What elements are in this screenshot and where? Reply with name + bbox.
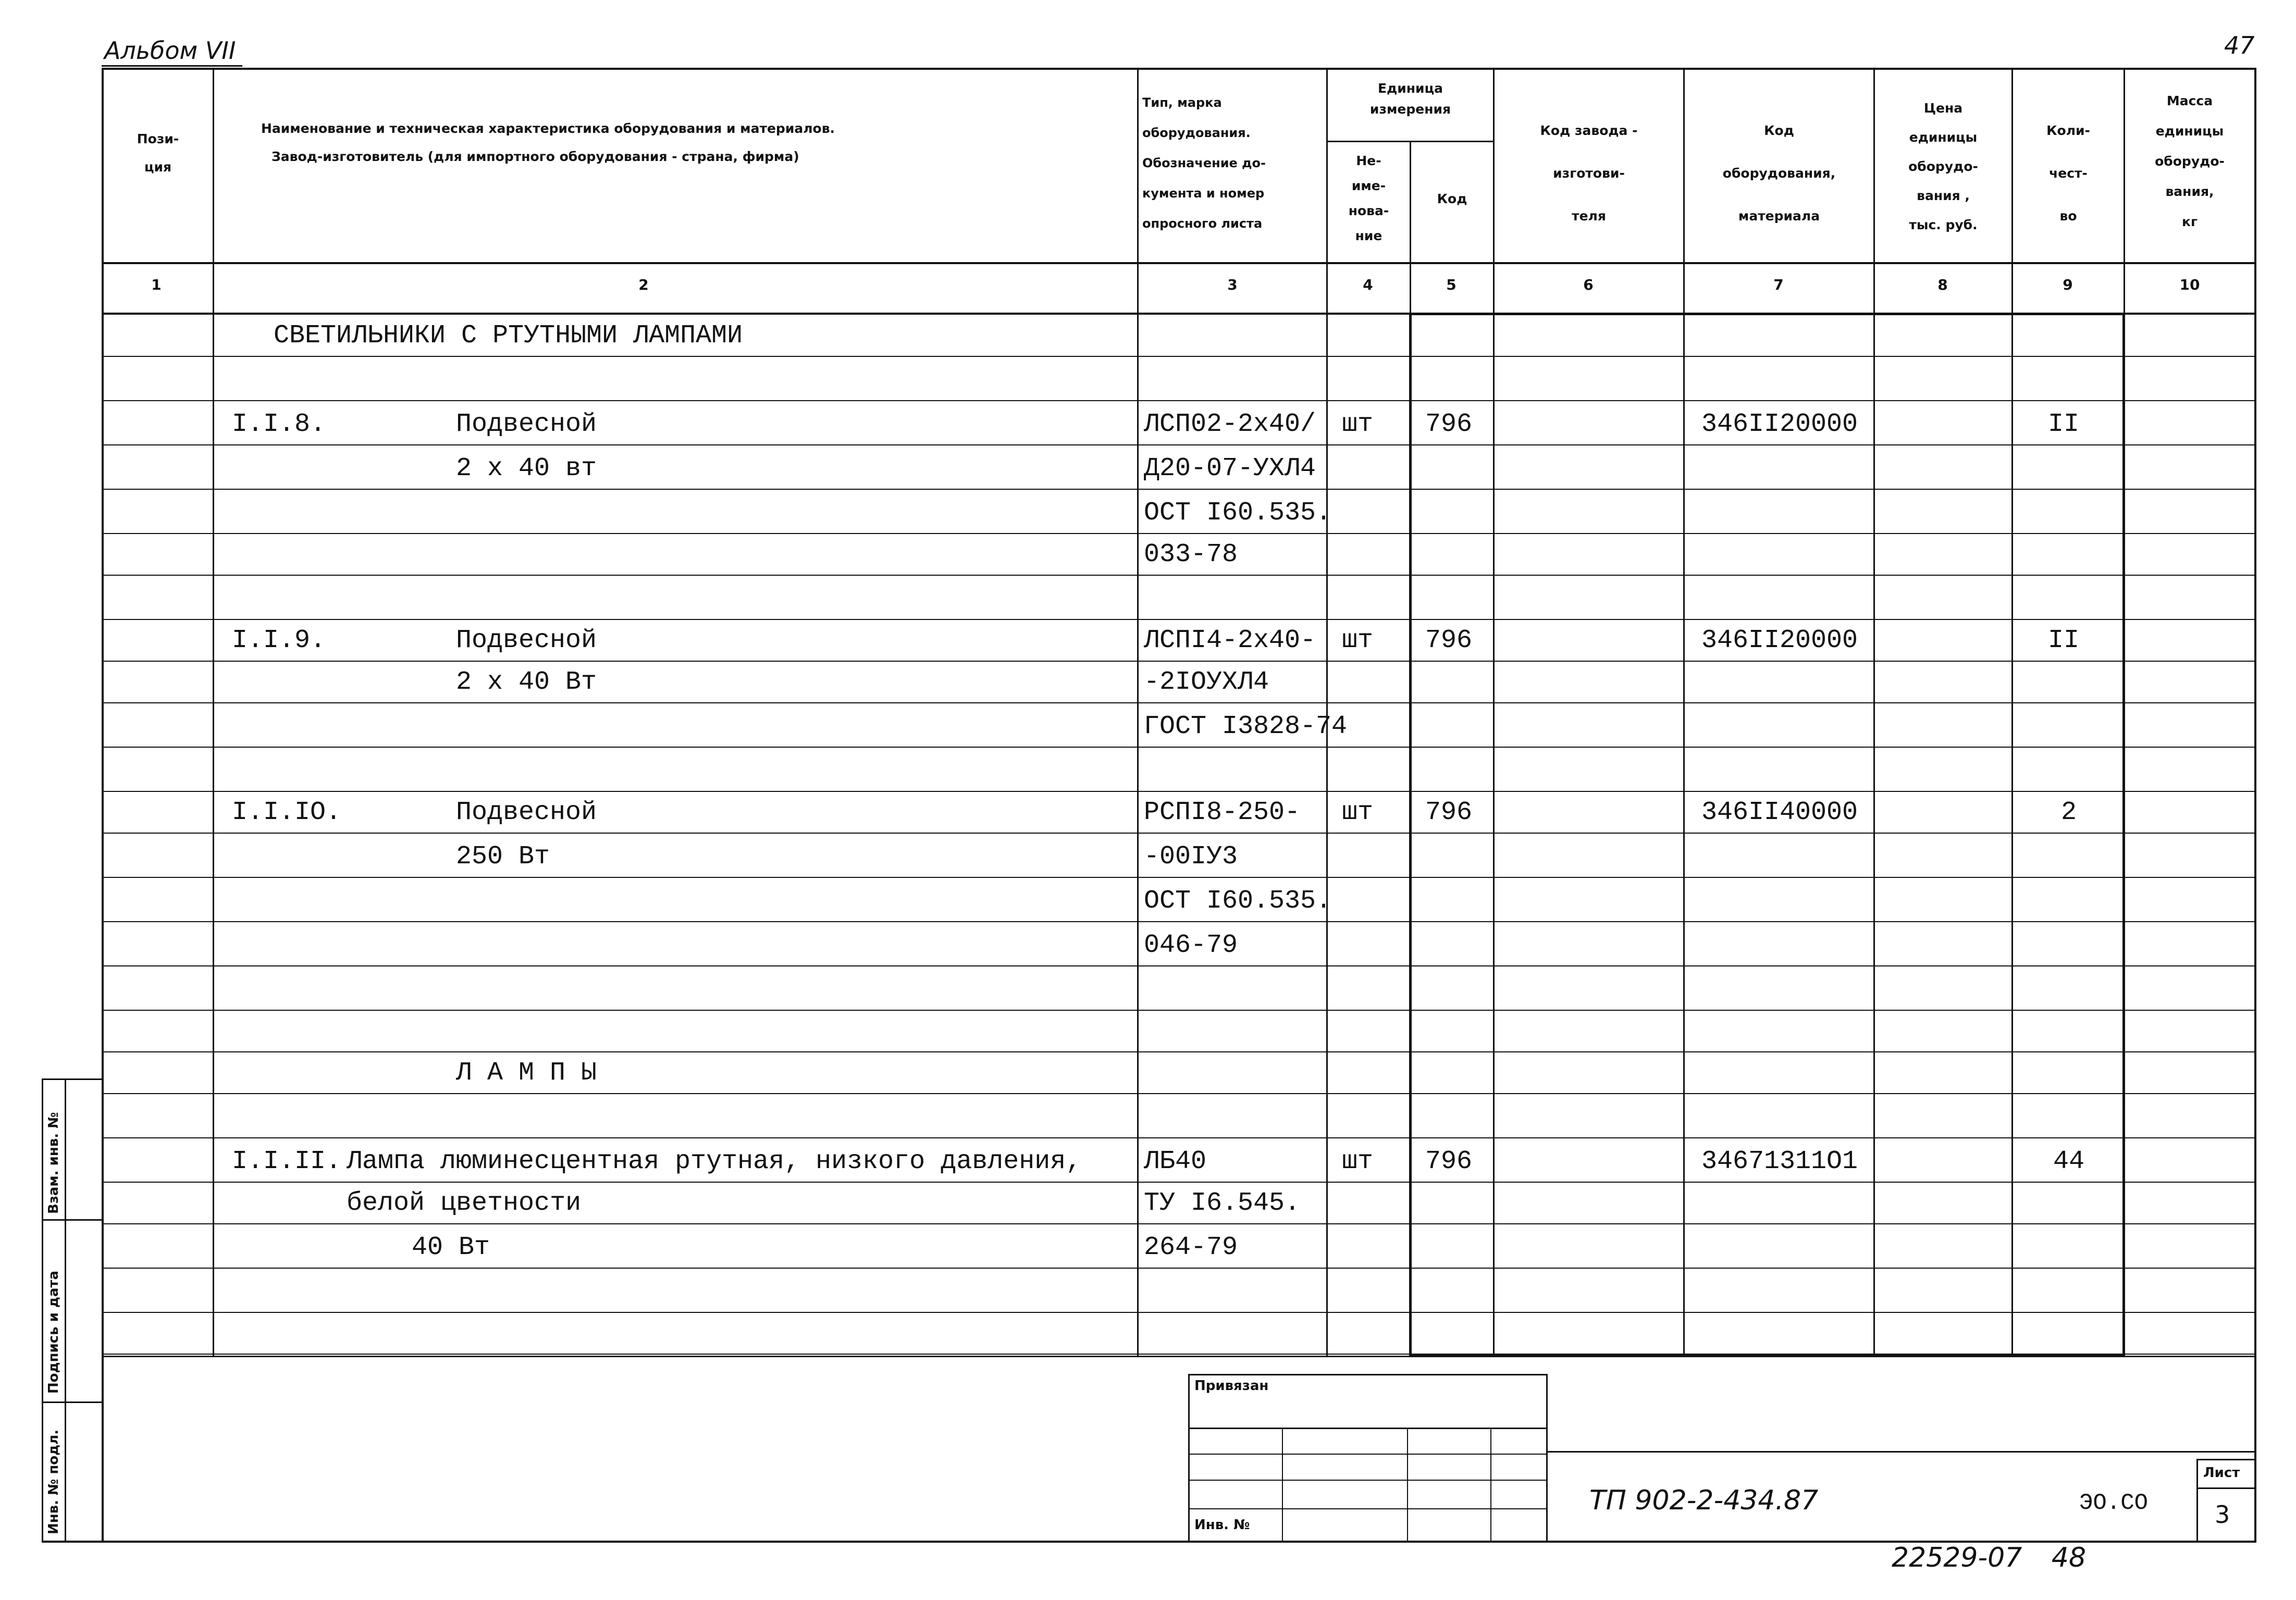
- header-col2: Наименование и техническая характеристика оборудования и материалов. Завод-изготовитель (для импортного оборудования - страна, фирма): [261, 121, 835, 164]
- equipment-code-cell: 346II40000: [1701, 798, 1858, 827]
- name-cell: 250 Вт: [456, 842, 550, 872]
- type-cell: 033-78: [1144, 540, 1238, 569]
- row-divider: [102, 702, 2256, 703]
- sheet-label: Лист: [2203, 1465, 2240, 1481]
- unit-name-cell: шт: [1342, 410, 1374, 439]
- name-cell: Подвесной: [456, 798, 597, 827]
- type-cell: ОСТ I60.535.: [1144, 886, 1332, 916]
- type-cell: ГОСТ I3828-74: [1144, 712, 1348, 741]
- position-cell: I.I.II.: [232, 1147, 342, 1176]
- col-number-2: 2: [638, 276, 649, 293]
- row-divider: [102, 921, 2256, 922]
- row-divider: [102, 1182, 2256, 1183]
- name-cell: Лампа люминесцентная ртутная, низкого давления,: [347, 1147, 1082, 1176]
- unit-code-cell: 796: [1425, 1147, 1473, 1176]
- header-col9: Коли- чест- во: [2046, 123, 2090, 224]
- type-cell: РСПI8-250-: [1144, 798, 1301, 827]
- side-label-replace-inv: Взам. инв. №: [46, 1112, 61, 1214]
- equipment-code-cell: 346II20000: [1701, 626, 1858, 655]
- name-cell: Л А М П Ы: [456, 1058, 597, 1088]
- col-number-8: 8: [1937, 276, 1948, 293]
- col-number-1: 1: [151, 276, 162, 293]
- album-underline: [102, 65, 242, 67]
- row-divider: [102, 533, 2256, 534]
- row-divider: [102, 661, 2256, 662]
- row-divider: [102, 1093, 2256, 1094]
- position-cell: I.I.9.: [232, 626, 326, 655]
- type-cell: 046-79: [1144, 931, 1238, 960]
- quantity-cell: II: [2048, 626, 2080, 655]
- document-code: ТП 902-2-434.87: [1589, 1485, 1819, 1516]
- row-divider: [102, 965, 2256, 966]
- name-cell: белой цветности: [347, 1188, 582, 1218]
- header-col10: Масса единицы оборудо- вания, кг: [2155, 93, 2225, 229]
- row-divider: [102, 1268, 2256, 1269]
- name-cell: 2 х 40 Вт: [456, 667, 597, 697]
- row-divider: [102, 1312, 2256, 1313]
- unit-code-cell: 796: [1425, 410, 1473, 439]
- row-divider: [102, 1051, 2256, 1052]
- sheet-number: 3: [2215, 1500, 2230, 1529]
- row-divider: [102, 833, 2256, 834]
- header-col8: Цена единицы оборудо- вания , тыс. руб.: [1908, 101, 1978, 232]
- header-col5: Код: [1437, 191, 1467, 206]
- row-divider: [102, 1223, 2256, 1224]
- col-number-10: 10: [2179, 276, 2200, 293]
- row-divider: [102, 619, 2256, 620]
- side-label-signature-date: Подпись и дата: [46, 1270, 61, 1394]
- row-divider: [102, 1010, 2256, 1011]
- header-unit-group: Единица измерения: [1369, 81, 1451, 117]
- header-col1: Пози- ция: [137, 131, 179, 175]
- footer-number: 22529-07 48: [1892, 1542, 2087, 1573]
- type-cell: ЛБ40: [1144, 1147, 1207, 1176]
- header-col4: Не- име- нова- ние: [1348, 153, 1389, 243]
- unit-name-cell: шт: [1342, 1147, 1374, 1176]
- type-cell: ЛСП02-2х40/: [1144, 410, 1316, 439]
- col-number-3: 3: [1227, 276, 1238, 293]
- album-label: Альбом VII: [104, 36, 236, 65]
- col-number-9: 9: [2063, 276, 2073, 293]
- header-col3: Тип, марка оборудования. Обозначение до- кумента и номер опросного листа: [1142, 95, 1266, 231]
- equipment-code-cell: 34671311О1: [1701, 1147, 1858, 1176]
- name-cell: 40 Вт: [412, 1233, 490, 1262]
- col-number-5: 5: [1446, 276, 1456, 293]
- name-cell: Подвесной: [456, 410, 597, 439]
- col-number-7: 7: [1773, 276, 1784, 293]
- page-number: 47: [2224, 31, 2255, 59]
- col-number-6: 6: [1583, 276, 1594, 293]
- type-cell: ЛСПI4-2х40-: [1144, 626, 1316, 655]
- type-cell: 264-79: [1144, 1233, 1238, 1262]
- section-code: ЭО.СО: [2079, 1490, 2149, 1516]
- row-divider: [102, 1354, 2256, 1355]
- quantity-cell: 2: [2061, 798, 2077, 827]
- side-label-inv-original: Инв. № подл.: [46, 1429, 61, 1534]
- position-cell: I.I.8.: [232, 410, 326, 439]
- col-number-4: 4: [1363, 276, 1373, 293]
- name-cell: СВЕТИЛЬНИКИ С РТУТНЫМИ ЛАМПАМИ: [274, 321, 743, 351]
- row-divider: [102, 444, 2256, 445]
- row-divider: [102, 400, 2256, 401]
- row-divider: [102, 489, 2256, 490]
- name-cell: 2 х 40 вт: [456, 454, 597, 483]
- quantity-cell: II: [2048, 410, 2080, 439]
- name-cell: Подвесной: [456, 626, 597, 655]
- bound-label: Привязан: [1194, 1378, 1269, 1394]
- row-divider: [102, 791, 2256, 792]
- position-cell: I.I.IO.: [232, 798, 342, 827]
- unit-code-cell: 796: [1425, 626, 1473, 655]
- header-col7: Код оборудования, материала: [1722, 123, 1836, 224]
- type-cell: ОСТ I60.535.: [1144, 498, 1332, 528]
- unit-code-cell: 796: [1425, 798, 1473, 827]
- row-divider: [102, 1137, 2256, 1138]
- quantity-cell: 44: [2053, 1147, 2085, 1176]
- row-divider: [102, 575, 2256, 576]
- row-divider: [102, 877, 2256, 878]
- header-col6: Код завода - изготови- теля: [1540, 123, 1638, 224]
- type-cell: -00IУ3: [1144, 842, 1238, 872]
- unit-name-cell: шт: [1342, 626, 1374, 655]
- type-cell: -2IОУХЛ4: [1144, 667, 1269, 697]
- inv-label: Инв. №: [1194, 1517, 1250, 1533]
- equipment-code-cell: 346II20000: [1701, 410, 1858, 439]
- type-cell: Д20-07-УХЛ4: [1144, 454, 1316, 483]
- row-divider: [102, 356, 2256, 357]
- row-divider: [102, 747, 2256, 748]
- unit-name-cell: шт: [1342, 798, 1374, 827]
- type-cell: ТУ I6.545.: [1144, 1188, 1301, 1218]
